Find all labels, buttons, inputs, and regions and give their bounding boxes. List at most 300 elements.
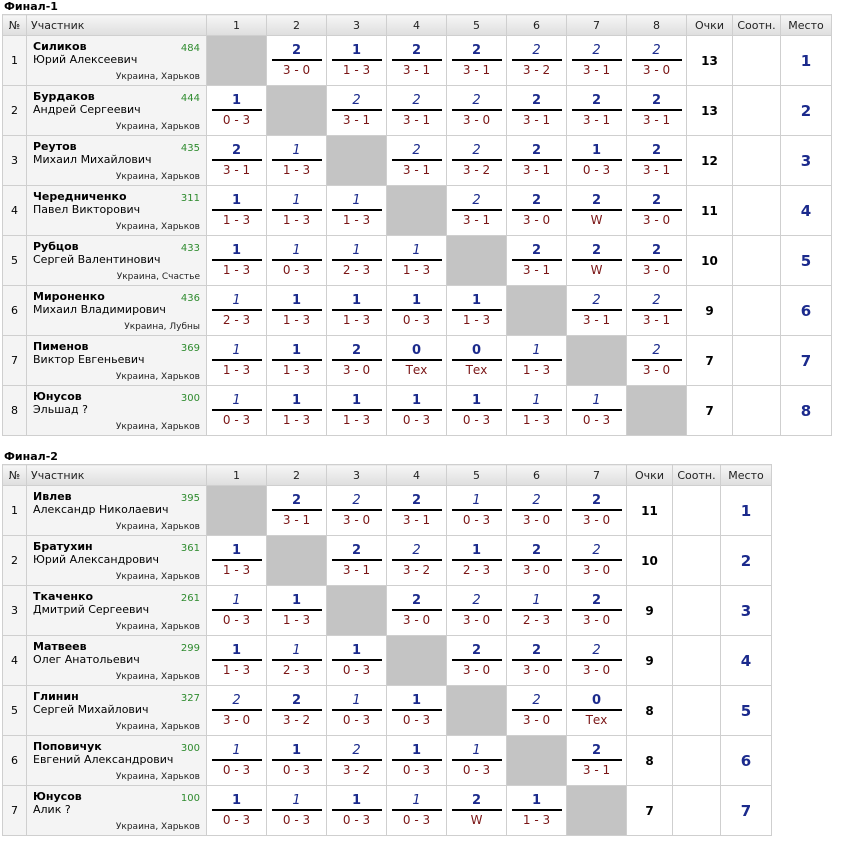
header-col-5: 5 [447, 15, 507, 36]
player-first-name: Юрий Алексеевич [33, 53, 138, 66]
game-points: 1 [392, 243, 442, 261]
game-points: 1 [332, 243, 382, 261]
game-score: 3 - 0 [342, 363, 371, 377]
player-surname: Рубцов [33, 240, 79, 253]
game-points: 2 [632, 143, 682, 161]
game-cell [507, 586, 567, 636]
game-score: 3 - 1 [522, 163, 551, 177]
row-number: 1 [3, 36, 27, 86]
ratio-cell [733, 86, 781, 136]
game-points: 1 [512, 343, 562, 361]
game-score: 3 - 0 [582, 663, 611, 677]
header-col-3: 3 [327, 15, 387, 36]
total-points: 7 [687, 336, 733, 386]
player-surname: Силиков [33, 40, 87, 53]
game-score: 3 - 0 [582, 563, 611, 577]
diagonal-cell [507, 736, 567, 786]
game-points: 2 [212, 143, 262, 161]
game-cell [447, 536, 507, 586]
game-points: 1 [272, 243, 322, 261]
header-row [3, 15, 832, 36]
game-points: 1 [212, 243, 262, 261]
game-points: 1 [212, 793, 262, 811]
game-score: 0 - 3 [462, 763, 491, 777]
game-points: 1 [272, 793, 322, 811]
ratio-cell [733, 236, 781, 286]
player-rating: 299 [180, 643, 200, 654]
total-points: 12 [687, 136, 733, 186]
game-score: 1 - 3 [222, 563, 251, 577]
game-cell [567, 286, 627, 336]
game-points: 2 [452, 793, 502, 811]
game-cell [327, 186, 387, 236]
participant-cell [27, 736, 207, 786]
game-points: 1 [332, 793, 382, 811]
participant-cell [27, 236, 207, 286]
game-cell [507, 36, 567, 86]
place-cell: 5 [781, 236, 832, 286]
game-cell [387, 486, 447, 536]
player-surname: Пименов [33, 340, 89, 353]
game-points: 1 [212, 543, 262, 561]
game-points: 1 [512, 793, 562, 811]
game-points: 1 [272, 643, 322, 661]
game-points: 2 [572, 243, 622, 261]
game-score: 3 - 2 [282, 713, 311, 727]
table-row [3, 86, 832, 136]
game-cell [567, 186, 627, 236]
player-rating: 435 [180, 143, 200, 154]
game-cell [567, 686, 627, 736]
header-col-1: 1 [207, 465, 267, 486]
game-cell [207, 86, 267, 136]
game-cell [387, 36, 447, 86]
header-participant: Участник [27, 15, 207, 36]
game-cell [207, 786, 267, 836]
game-points: 2 [212, 693, 262, 711]
diagonal-cell [327, 136, 387, 186]
place-cell: 3 [781, 136, 832, 186]
game-score: W [590, 213, 603, 227]
game-score: 3 - 1 [582, 113, 611, 127]
place-cell: 7 [721, 786, 772, 836]
game-points: 2 [272, 493, 322, 511]
game-points: 2 [392, 143, 442, 161]
game-cell [267, 36, 327, 86]
game-cell [627, 236, 687, 286]
game-score: 1 - 3 [222, 363, 251, 377]
diagonal-cell [447, 236, 507, 286]
game-points: 2 [572, 743, 622, 761]
header-col-1: 1 [207, 15, 267, 36]
game-cell [447, 736, 507, 786]
diagonal-cell [267, 536, 327, 586]
game-cell [267, 336, 327, 386]
player-city: Украина, Харьков [115, 622, 200, 632]
ratio-cell [673, 586, 721, 636]
game-score: Тех [585, 713, 608, 727]
player-first-name: Андрей Сергеевич [33, 103, 141, 116]
final-2-section [2, 450, 772, 836]
game-points: 1 [452, 543, 502, 561]
game-score: Тех [405, 363, 428, 377]
game-cell [207, 336, 267, 386]
game-points: 1 [332, 193, 382, 211]
header-num: № [3, 465, 27, 486]
game-score: 1 - 3 [522, 813, 551, 827]
section-title: Финал-1 [4, 0, 58, 13]
game-points: 1 [212, 393, 262, 411]
game-points: 2 [332, 93, 382, 111]
game-points: 1 [332, 643, 382, 661]
game-score: 1 - 3 [522, 363, 551, 377]
place-cell: 3 [721, 586, 772, 636]
game-score: 3 - 1 [342, 563, 371, 577]
game-score: 0 - 3 [402, 313, 431, 327]
total-points: 11 [627, 486, 673, 536]
row-number: 1 [3, 486, 27, 536]
table-row [3, 536, 772, 586]
row-number: 8 [3, 386, 27, 436]
game-score: 3 - 1 [462, 213, 491, 227]
ratio-cell [673, 786, 721, 836]
row-number: 4 [3, 636, 27, 686]
participant-cell [27, 636, 207, 686]
game-cell [207, 686, 267, 736]
game-cell [207, 536, 267, 586]
game-cell [267, 136, 327, 186]
diagonal-cell [627, 386, 687, 436]
game-points: 2 [452, 93, 502, 111]
game-cell [567, 136, 627, 186]
row-number: 5 [3, 686, 27, 736]
game-points: 1 [272, 143, 322, 161]
game-points: 2 [632, 193, 682, 211]
game-points: 2 [512, 243, 562, 261]
game-points: 2 [512, 493, 562, 511]
player-surname: Поповичук [33, 740, 102, 753]
participant-cell [27, 686, 207, 736]
total-points: 7 [627, 786, 673, 836]
game-points: 1 [392, 743, 442, 761]
game-score: 3 - 0 [462, 663, 491, 677]
game-cell [387, 736, 447, 786]
player-surname: Глинин [33, 690, 79, 703]
player-city: Украина, Харьков [115, 122, 200, 132]
game-cell [567, 636, 627, 686]
player-first-name: Олег Анатольевич [33, 653, 140, 666]
game-cell [507, 536, 567, 586]
ratio-cell [673, 486, 721, 536]
game-score: 1 - 3 [222, 263, 251, 277]
game-score: 0 - 3 [222, 763, 251, 777]
player-city: Украина, Харьков [115, 772, 200, 782]
header-num: № [3, 15, 27, 36]
game-cell [267, 486, 327, 536]
table-row [3, 36, 832, 86]
header-points: Очки [627, 465, 673, 486]
player-city: Украина, Харьков [115, 522, 200, 532]
game-cell [267, 586, 327, 636]
game-cell [447, 386, 507, 436]
game-points: 1 [392, 393, 442, 411]
game-points: 2 [572, 43, 622, 61]
game-score: 2 - 3 [342, 263, 371, 277]
player-city: Украина, Харьков [115, 222, 200, 232]
player-first-name: Виктор Евгеньевич [33, 353, 145, 366]
game-score: 3 - 0 [402, 613, 431, 627]
game-cell [267, 186, 327, 236]
player-rating: 327 [180, 693, 200, 704]
game-points: 1 [272, 393, 322, 411]
game-cell [327, 636, 387, 686]
game-score: 0 - 3 [222, 813, 251, 827]
player-rating: 300 [180, 393, 200, 404]
header-col-4: 4 [387, 465, 447, 486]
total-points: 8 [627, 686, 673, 736]
game-cell [207, 186, 267, 236]
game-cell [327, 736, 387, 786]
game-points: 2 [512, 543, 562, 561]
game-cell [327, 236, 387, 286]
diagonal-cell [327, 586, 387, 636]
results-table-final-1 [2, 14, 832, 436]
game-cell [327, 86, 387, 136]
game-score: 3 - 2 [522, 63, 551, 77]
game-cell [507, 136, 567, 186]
game-score: W [590, 263, 603, 277]
total-points: 9 [687, 286, 733, 336]
header-ratio: Соотн. [733, 15, 781, 36]
game-score: 3 - 0 [642, 213, 671, 227]
ratio-cell [673, 686, 721, 736]
player-rating: 433 [180, 243, 200, 254]
game-score: 3 - 1 [402, 113, 431, 127]
game-points: 2 [512, 693, 562, 711]
game-cell [207, 386, 267, 436]
game-score: 0 - 3 [402, 413, 431, 427]
game-cell [447, 636, 507, 686]
player-first-name: Дмитрий Сергеевич [33, 603, 150, 616]
game-cell [387, 686, 447, 736]
game-points: 2 [332, 743, 382, 761]
ratio-cell [733, 336, 781, 386]
row-number: 2 [3, 536, 27, 586]
header-col-7: 7 [567, 15, 627, 36]
game-score: 3 - 0 [522, 663, 551, 677]
game-points: 2 [452, 43, 502, 61]
player-surname: Юнусов [33, 790, 82, 803]
game-cell [507, 236, 567, 286]
game-cell [207, 586, 267, 636]
ratio-cell [733, 36, 781, 86]
game-cell [447, 786, 507, 836]
game-score: 1 - 3 [282, 213, 311, 227]
game-points: 1 [452, 743, 502, 761]
game-cell [567, 86, 627, 136]
game-score: 3 - 0 [222, 713, 251, 727]
game-points: 1 [272, 293, 322, 311]
game-points: 2 [392, 543, 442, 561]
total-points: 11 [687, 186, 733, 236]
total-points: 10 [687, 236, 733, 286]
player-surname: Матвеев [33, 640, 87, 653]
table-row [3, 186, 832, 236]
game-points: 1 [332, 293, 382, 311]
game-score: 3 - 1 [522, 263, 551, 277]
diagonal-cell [567, 336, 627, 386]
table-row [3, 736, 772, 786]
row-number: 3 [3, 136, 27, 186]
total-points: 9 [627, 586, 673, 636]
place-cell: 6 [721, 736, 772, 786]
total-points: 9 [627, 636, 673, 686]
player-surname: Чередниченко [33, 190, 127, 203]
game-score: 3 - 1 [582, 63, 611, 77]
game-points: 1 [332, 693, 382, 711]
game-points: 2 [392, 93, 442, 111]
player-rating: 311 [180, 193, 200, 204]
game-score: 3 - 2 [402, 563, 431, 577]
game-points: 2 [452, 593, 502, 611]
player-rating: 444 [180, 93, 200, 104]
player-rating: 369 [180, 343, 200, 354]
game-score: 3 - 1 [342, 113, 371, 127]
game-score: 3 - 0 [462, 113, 491, 127]
game-points: 1 [272, 593, 322, 611]
game-points: 1 [212, 93, 262, 111]
game-cell [507, 186, 567, 236]
final-1-section [2, 0, 832, 436]
player-surname: Юнусов [33, 390, 82, 403]
ratio-cell [733, 386, 781, 436]
participant-cell [27, 186, 207, 236]
player-city: Украина, Харьков [115, 572, 200, 582]
game-cell [327, 386, 387, 436]
game-cell [627, 336, 687, 386]
game-score: Тех [465, 363, 488, 377]
game-score: 3 - 1 [522, 113, 551, 127]
place-cell: 1 [721, 486, 772, 536]
player-first-name: Сергей Михайлович [33, 703, 149, 716]
participant-cell [27, 486, 207, 536]
game-points: 1 [332, 43, 382, 61]
game-points: 2 [272, 43, 322, 61]
game-score: 1 - 3 [282, 313, 311, 327]
game-cell [567, 386, 627, 436]
game-points: 2 [512, 93, 562, 111]
game-cell [387, 586, 447, 636]
player-first-name: Сергей Валентинович [33, 253, 161, 266]
game-points: 1 [212, 643, 262, 661]
player-first-name: Михаил Владимирович [33, 303, 166, 316]
header-ratio: Соотн. [673, 465, 721, 486]
game-score: 1 - 3 [342, 313, 371, 327]
ratio-cell [733, 136, 781, 186]
game-points: 2 [392, 493, 442, 511]
game-score: 0 - 3 [462, 413, 491, 427]
game-points: 1 [212, 343, 262, 361]
game-points: 2 [572, 193, 622, 211]
total-points: 13 [687, 36, 733, 86]
total-points: 10 [627, 536, 673, 586]
game-points: 2 [572, 493, 622, 511]
player-surname: Ткаченко [33, 590, 94, 603]
game-score: 0 - 3 [402, 813, 431, 827]
player-city: Украина, Харьков [115, 672, 200, 682]
place-cell: 2 [721, 536, 772, 586]
game-points: 0 [452, 343, 502, 361]
game-score: 1 - 3 [222, 213, 251, 227]
game-cell [507, 386, 567, 436]
total-points: 13 [687, 86, 733, 136]
game-cell [567, 236, 627, 286]
player-rating: 361 [180, 543, 200, 554]
game-cell [387, 236, 447, 286]
game-score: 3 - 1 [642, 163, 671, 177]
game-cell [267, 236, 327, 286]
game-score: 0 - 3 [222, 413, 251, 427]
row-number: 6 [3, 286, 27, 336]
table-row [3, 686, 772, 736]
game-score: 3 - 2 [462, 163, 491, 177]
game-points: 2 [332, 543, 382, 561]
results-table-final-2 [2, 464, 772, 836]
table-row [3, 336, 832, 386]
game-score: 3 - 1 [642, 113, 671, 127]
participant-cell [27, 286, 207, 336]
participant-cell [27, 586, 207, 636]
game-score: 3 - 0 [282, 63, 311, 77]
header-col-6: 6 [507, 465, 567, 486]
ratio-cell [673, 636, 721, 686]
table-row [3, 786, 772, 836]
header-col-4: 4 [387, 15, 447, 36]
game-cell [447, 36, 507, 86]
diagonal-cell [267, 86, 327, 136]
game-score: 0 - 3 [342, 813, 371, 827]
player-surname: Реутов [33, 140, 77, 153]
player-surname: Мироненко [33, 290, 105, 303]
game-score: 2 - 3 [222, 313, 251, 327]
game-points: 2 [572, 593, 622, 611]
table-row [3, 636, 772, 686]
game-score: 1 - 3 [282, 413, 311, 427]
game-points: 1 [512, 593, 562, 611]
header-col-5: 5 [447, 465, 507, 486]
game-cell [207, 136, 267, 186]
game-points: 2 [512, 143, 562, 161]
game-score: 3 - 1 [282, 513, 311, 527]
game-score: 0 - 3 [402, 763, 431, 777]
game-score: 1 - 3 [282, 163, 311, 177]
table-row [3, 136, 832, 186]
game-cell [567, 486, 627, 536]
game-score: 0 - 3 [462, 513, 491, 527]
player-city: Украина, Лубны [124, 322, 200, 332]
player-rating: 300 [180, 743, 200, 754]
game-points: 0 [392, 343, 442, 361]
table-row [3, 236, 832, 286]
participant-cell [27, 336, 207, 386]
game-score: 3 - 2 [342, 763, 371, 777]
game-points: 2 [632, 243, 682, 261]
player-city: Украина, Харьков [115, 172, 200, 182]
game-points: 2 [632, 43, 682, 61]
game-points: 2 [452, 193, 502, 211]
game-points: 2 [572, 93, 622, 111]
game-score: 0 - 3 [582, 163, 611, 177]
